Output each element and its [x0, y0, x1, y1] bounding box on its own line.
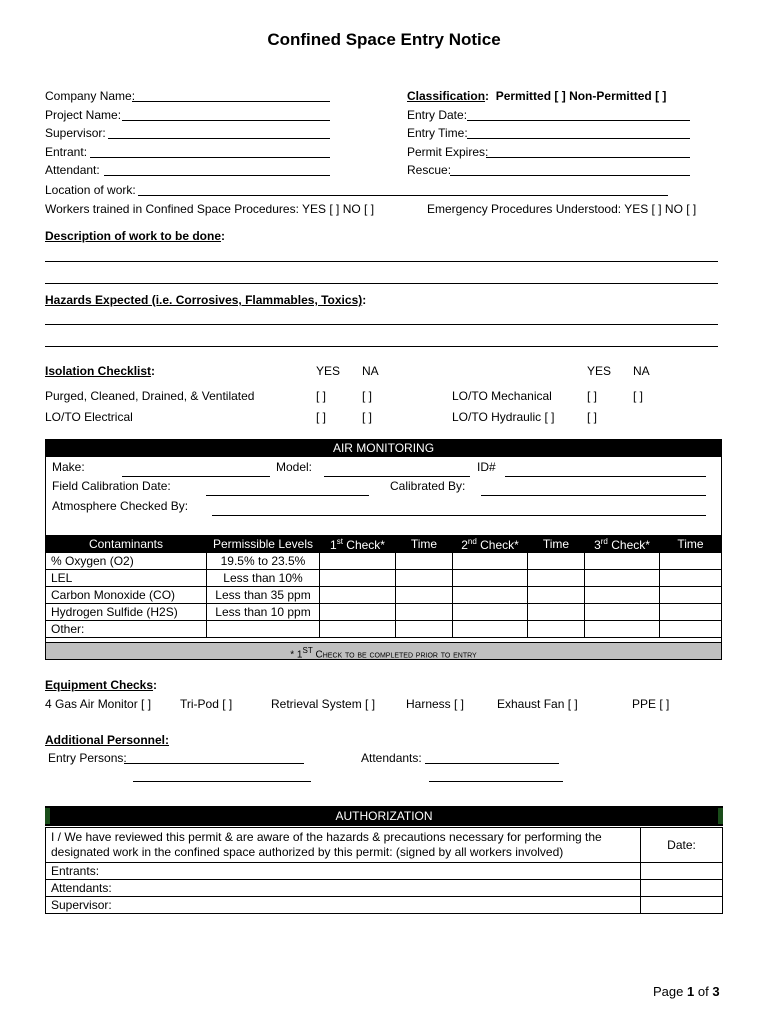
- table-row: [46, 621, 722, 638]
- authorization-header: AUTHORIZATION: [45, 806, 723, 826]
- time-cell[interactable]: [396, 587, 453, 604]
- check-cell[interactable]: [585, 553, 660, 570]
- entrant-field[interactable]: [90, 157, 330, 158]
- time-cell[interactable]: [660, 570, 722, 587]
- time-cell[interactable]: [660, 587, 722, 604]
- lo-electrical-na-checkbox[interactable]: [ ]: [362, 410, 373, 424]
- workers-trained[interactable]: Workers trained in Confined Space Procedures: YES [ ] NO [ ]: [45, 202, 375, 216]
- field-calibration-field[interactable]: [206, 495, 369, 496]
- id-field[interactable]: [505, 476, 706, 477]
- project-name-field[interactable]: [122, 120, 330, 121]
- time-cell[interactable]: [528, 621, 585, 638]
- authorization-statement-row: [46, 828, 723, 863]
- entry-persons-field-1[interactable]: [124, 763, 304, 764]
- authorization-table: [45, 827, 723, 914]
- permissible-level[interactable]: [207, 621, 320, 638]
- isolation-yes-header-right: YES: [587, 364, 612, 378]
- lo-mechanical-yes-checkbox[interactable]: [ ]: [587, 389, 598, 403]
- entry-persons-label: Entry Persons:: [48, 751, 127, 765]
- check-cell[interactable]: [320, 621, 396, 638]
- table-row: [46, 880, 723, 897]
- supervisor-label: Supervisor:: [45, 126, 106, 140]
- permit-expires-field[interactable]: [486, 157, 690, 158]
- company-name-label: Company Name:: [45, 89, 136, 103]
- col-time-3: Time: [660, 536, 722, 553]
- isolation-na-header-left: NA: [362, 364, 379, 378]
- contaminant-name: % Oxygen (O2): [46, 553, 207, 570]
- col-time-2: Time: [528, 536, 585, 553]
- attendants-label: Attendants:: [361, 751, 422, 765]
- description-heading: Description of work to be done:: [45, 229, 226, 243]
- make-field[interactable]: [122, 476, 270, 477]
- col-time-1: Time: [396, 536, 453, 553]
- hazards-line-1[interactable]: [45, 324, 718, 325]
- authorization-supervisor[interactable]: Supervisor:: [46, 897, 641, 914]
- time-cell[interactable]: [660, 621, 722, 638]
- check-cell[interactable]: [320, 553, 396, 570]
- time-cell[interactable]: [528, 570, 585, 587]
- time-cell[interactable]: [528, 604, 585, 621]
- permitted-checkbox[interactable]: Permitted [ ]: [495, 89, 566, 103]
- attendants-field-1[interactable]: [425, 763, 559, 764]
- id-label: ID#: [477, 460, 496, 474]
- time-cell[interactable]: [396, 604, 453, 621]
- supervisor-field[interactable]: [108, 138, 330, 139]
- table-header-row: [46, 536, 722, 553]
- time-cell[interactable]: [396, 621, 453, 638]
- classification-label: Classification: [407, 89, 486, 103]
- equipment-exhaust-fan[interactable]: Exhaust Fan [ ]: [497, 697, 578, 711]
- authorization-attendants[interactable]: Attendants:: [46, 880, 641, 897]
- lo-electrical-label: LO/TO Electrical: [45, 410, 133, 424]
- authorization-date-cell[interactable]: [641, 897, 723, 914]
- time-cell[interactable]: [396, 570, 453, 587]
- isolation-heading: Isolation Checklist:: [45, 364, 156, 378]
- check-cell[interactable]: [585, 570, 660, 587]
- table-row: [46, 863, 723, 880]
- atmosphere-checked-label: Atmosphere Checked By:: [52, 499, 189, 513]
- page-number: Page 1 of 3: [653, 984, 720, 999]
- atmosphere-checked-field[interactable]: [212, 515, 706, 516]
- contaminant-name: Other:: [46, 621, 207, 638]
- authorization-header-accent-left: [45, 808, 50, 824]
- rescue-field[interactable]: [450, 175, 690, 176]
- authorization-header-accent-right: [718, 808, 723, 824]
- purged-na-checkbox[interactable]: [ ]: [362, 389, 373, 403]
- purged-label: Purged, Cleaned, Drained, & Ventilated: [45, 389, 255, 403]
- permissible-level: Less than 35 ppm: [207, 587, 320, 604]
- time-cell[interactable]: [660, 604, 722, 621]
- attendant-field[interactable]: [104, 175, 330, 176]
- first-check-note: * 1ST Check to be completed prior to entry: [45, 642, 722, 660]
- check-cell[interactable]: [453, 553, 528, 570]
- emergency-procedures[interactable]: Emergency Procedures Understood: YES [ ] NO [ ]: [427, 202, 697, 216]
- entrant-label: Entrant:: [45, 145, 88, 159]
- table-row: [46, 553, 722, 570]
- equipment-retrieval[interactable]: Retrieval System [ ]: [271, 697, 376, 711]
- permissible-level: Less than 10 ppm: [207, 604, 320, 621]
- permissible-level: Less than 10%: [207, 570, 320, 587]
- col-check-1: 1st Check*: [320, 536, 396, 553]
- table-row: [46, 897, 723, 914]
- isolation-yes-header-left: YES: [316, 364, 341, 378]
- check-cell[interactable]: [585, 587, 660, 604]
- authorization-date-label: Date:: [641, 828, 723, 863]
- entry-persons-field-2[interactable]: [133, 781, 311, 782]
- table-row: [46, 587, 722, 604]
- col-permissible: Permissible Levels: [207, 536, 320, 553]
- time-cell[interactable]: [660, 553, 722, 570]
- rescue-label: Rescue:: [407, 163, 452, 177]
- equipment-ppe[interactable]: PPE [ ]: [632, 697, 670, 711]
- col-contaminants: Contaminants: [46, 536, 207, 553]
- lo-mechanical-na-checkbox[interactable]: [ ]: [633, 389, 644, 403]
- time-cell[interactable]: [528, 587, 585, 604]
- check-cell[interactable]: [453, 604, 528, 621]
- time-cell[interactable]: [528, 553, 585, 570]
- equipment-heading: Equipment Checks:: [45, 678, 158, 692]
- company-name-field[interactable]: [132, 101, 330, 102]
- field-calibration-label: Field Calibration Date:: [52, 479, 171, 493]
- equipment-tripod[interactable]: Tri-Pod [ ]: [180, 697, 233, 711]
- description-line-2[interactable]: [45, 283, 718, 284]
- col-check-3: 3rd Check*: [585, 536, 660, 553]
- location-field[interactable]: [138, 195, 668, 196]
- attendants-field-2[interactable]: [429, 781, 563, 782]
- contaminant-name: Hydrogen Sulfide (H2S): [46, 604, 207, 621]
- check-cell[interactable]: [320, 570, 396, 587]
- page-title: Confined Space Entry Notice: [267, 30, 501, 49]
- classification-row: Classification: Permitted [ ] Non-Permitted [ ]: [407, 89, 667, 103]
- entry-time-field[interactable]: [467, 138, 690, 139]
- lo-electrical-yes-checkbox[interactable]: [ ]: [316, 410, 327, 424]
- personnel-heading: Additional Personnel:: [45, 733, 170, 747]
- contaminants-table: [45, 535, 722, 638]
- hazards-heading: Hazards Expected (i.e. Corrosives, Flammables, Toxics):: [45, 293, 367, 307]
- hazards-line-2[interactable]: [45, 346, 718, 347]
- entry-time-label: Entry Time:: [407, 126, 468, 140]
- air-monitoring-header: AIR MONITORING: [45, 439, 722, 457]
- col-check-2: 2nd Check*: [453, 536, 528, 553]
- entry-date-label: Entry Date:: [407, 108, 468, 122]
- calibrated-by-label: Calibrated By:: [390, 479, 466, 493]
- model-field[interactable]: [324, 476, 470, 477]
- authorization-date-cell[interactable]: [641, 880, 723, 897]
- equipment-harness[interactable]: Harness [ ]: [406, 697, 465, 711]
- contaminant-name: LEL: [46, 570, 207, 587]
- table-row: [46, 604, 722, 621]
- lo-mechanical-label: LO/TO Mechanical: [452, 389, 552, 403]
- check-cell[interactable]: [453, 570, 528, 587]
- lo-hydraulic-na-checkbox[interactable]: [ ]: [587, 410, 598, 424]
- equipment-4gas[interactable]: 4 Gas Air Monitor [ ]: [45, 697, 152, 711]
- isolation-na-header-right: NA: [633, 364, 650, 378]
- purged-yes-checkbox[interactable]: [ ]: [316, 389, 327, 403]
- calibrated-by-field[interactable]: [481, 495, 706, 496]
- location-label: Location of work:: [45, 183, 136, 197]
- table-row: [46, 570, 722, 587]
- non-permitted-checkbox[interactable]: Non-Permitted [ ]: [569, 89, 667, 103]
- check-cell[interactable]: [585, 604, 660, 621]
- attendant-label: Attendant:: [45, 163, 100, 177]
- check-cell[interactable]: [453, 587, 528, 604]
- description-line-1[interactable]: [45, 261, 718, 262]
- check-cell[interactable]: [453, 621, 528, 638]
- entry-date-field[interactable]: [467, 120, 690, 121]
- authorization-date-cell[interactable]: [641, 863, 723, 880]
- check-cell[interactable]: [320, 604, 396, 621]
- authorization-entrants[interactable]: Entrants:: [46, 863, 641, 880]
- permissible-level: 19.5% to 23.5%: [207, 553, 320, 570]
- contaminant-name: Carbon Monoxide (CO): [46, 587, 207, 604]
- lo-hydraulic-label[interactable]: LO/TO Hydraulic [ ]: [452, 410, 555, 424]
- check-cell[interactable]: [585, 621, 660, 638]
- project-name-label: Project Name:: [45, 108, 122, 122]
- check-cell[interactable]: [320, 587, 396, 604]
- permit-expires-label: Permit Expires:: [407, 145, 489, 159]
- time-cell[interactable]: [396, 553, 453, 570]
- authorization-statement: I / We have reviewed this permit & are aware of the hazards & precautions necessary for performing the designated work in the confined space authorized by this permit: (signed by all workers involved): [46, 828, 641, 863]
- make-label: Make:: [52, 460, 85, 474]
- model-label: Model:: [276, 460, 313, 474]
